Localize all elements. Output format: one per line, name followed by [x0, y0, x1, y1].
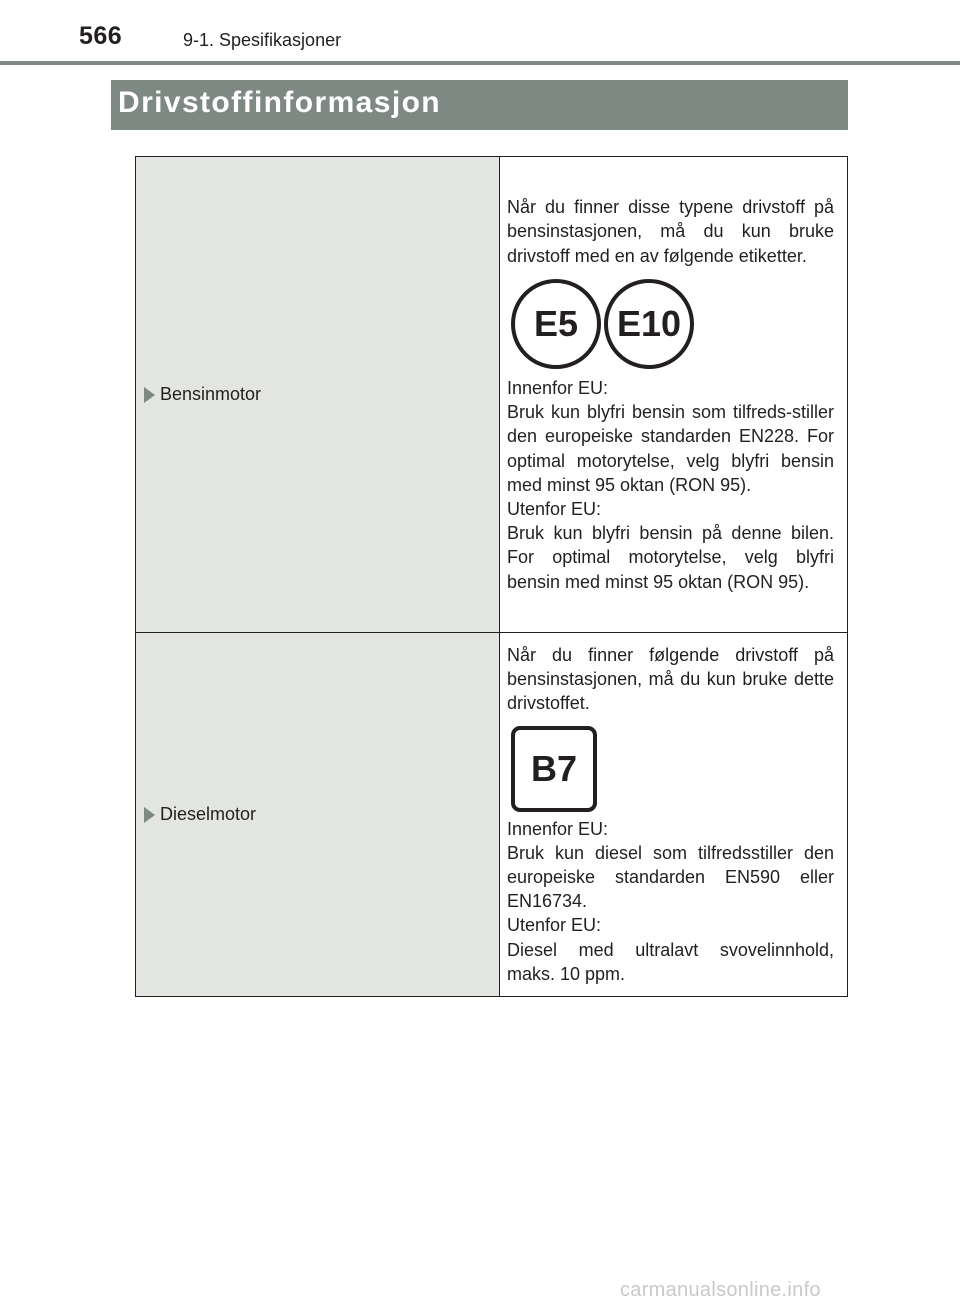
- petrol-intro: Når du finner disse typene drivstoff på bensinstasjonen, må du kun bruke drivstoff med en av følgende etiketter.: [507, 197, 834, 266]
- diesel-within-eu-text: Bruk kun diesel som tilfredsstiller den europeiske standarden EN590 eller EN16734.: [507, 842, 834, 912]
- info-cell-petrol: [500, 157, 848, 633]
- info-cell-diesel: [500, 633, 848, 997]
- page-title: Drivstoffinformasjon: [118, 86, 442, 119]
- fuel-info-table: [135, 156, 848, 997]
- e10-label-icon: E10: [604, 279, 694, 369]
- diesel-within-eu-heading: Innenfor EU:: [507, 818, 609, 839]
- triangle-bullet-icon: [144, 807, 155, 823]
- diesel-outside-eu-heading: Utenfor EU:: [507, 915, 602, 936]
- petrol-outside-eu-heading: Utenfor EU:: [507, 498, 602, 519]
- watermark: carmanualsonline.info: [620, 1279, 821, 1301]
- section-label: 9-1. Spesifikasjoner: [183, 30, 342, 50]
- engine-label-petrol: [144, 384, 499, 405]
- page-number: 566: [79, 22, 123, 50]
- engine-name-petrol: Bensinmotor: [160, 384, 262, 404]
- petrol-within-eu-text: Bruk kun blyfri bensin som tilfreds-stiller den europeiske standarden EN228. For optimal motorytelse, velg blyfri bensin med minst 95 oktan (RON 95).: [507, 402, 834, 495]
- b7-label-icon: B7: [511, 726, 597, 812]
- petrol-within-eu-heading: Innenfor EU:: [507, 377, 609, 398]
- header-rule: [0, 61, 960, 65]
- table-row-petrol: [136, 157, 848, 633]
- engine-cell-diesel: [136, 633, 500, 997]
- triangle-bullet-icon: [144, 387, 155, 403]
- engine-label-diesel: [144, 804, 499, 825]
- diesel-outside-eu-text: Diesel med ultralavt svovelinnhold, maks. 10 ppm.: [507, 939, 834, 984]
- petrol-fuel-labels: [507, 268, 834, 376]
- engine-name-diesel: Dieselmotor: [160, 804, 257, 825]
- engine-cell-petrol: [136, 157, 500, 633]
- diesel-intro: Når du finner følgende drivstoff på bensinstasjonen, må du kun bruke dette drivstoffet.: [507, 645, 834, 714]
- e5-label-icon: E5: [511, 279, 601, 369]
- petrol-outside-eu-text: Bruk kun blyfri bensin på denne bilen. For optimal motorytelse, velg blyfri bensin med minst 95 oktan (RON 95).: [507, 523, 834, 592]
- table-row-diesel: [136, 633, 848, 997]
- title-bar: [111, 80, 848, 130]
